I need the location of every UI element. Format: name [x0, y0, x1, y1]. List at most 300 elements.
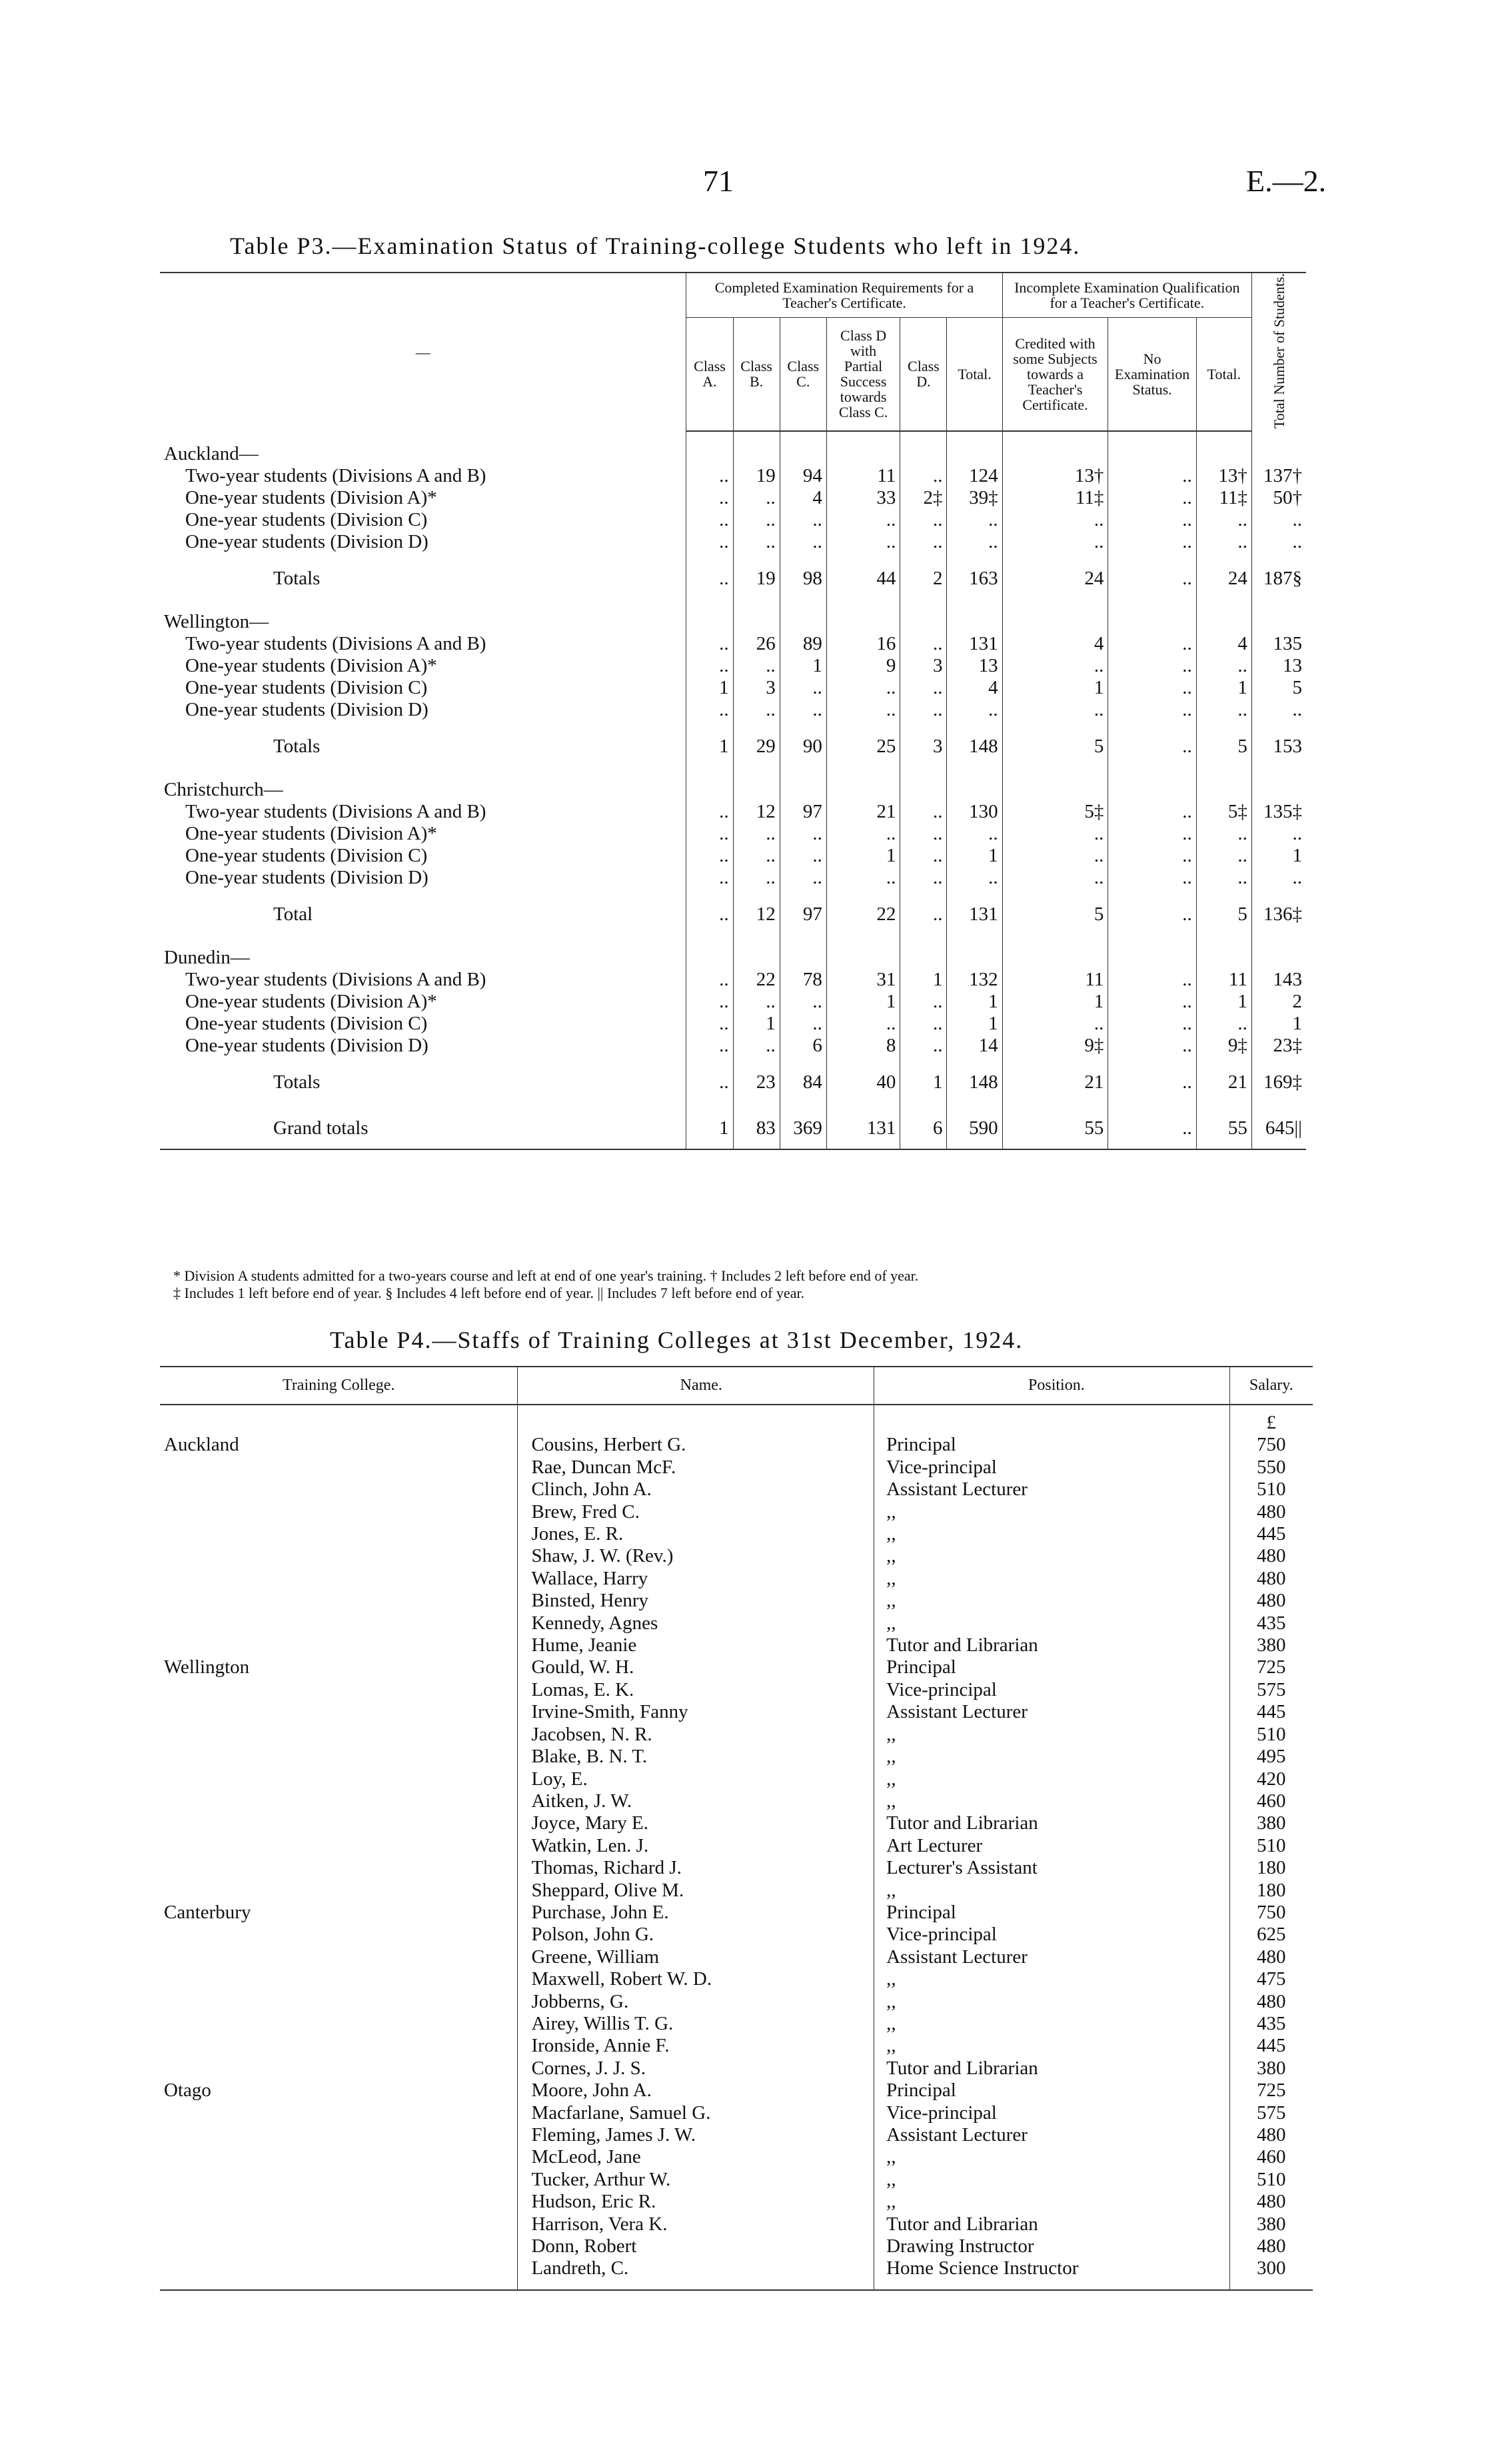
table-cell: .. [900, 991, 947, 1013]
staff-position: ,, [874, 1501, 1230, 1523]
empty-cell [686, 599, 733, 633]
table-cell: .. [780, 531, 826, 553]
staff-name: Gould, W. H. [518, 1656, 874, 1678]
college-cell [160, 2235, 518, 2257]
table-cell: .. [686, 1013, 733, 1035]
table-cell: 12 [733, 801, 780, 823]
staff-row [160, 1768, 1313, 1790]
staff-salary: 510 [1229, 1479, 1313, 1501]
table-cell: .. [1108, 1013, 1196, 1035]
staff-position: ,, [874, 1746, 1230, 1768]
staff-row [160, 2257, 1313, 2289]
staff-salary: 480 [1229, 1545, 1313, 1567]
totals-row [160, 721, 1306, 767]
staff-salary: 510 [1229, 2169, 1313, 2191]
table-cell: 5 [1251, 677, 1306, 699]
header-training-college: Training College. [160, 1367, 518, 1405]
staff-position: Principal [874, 1434, 1230, 1456]
college-cell [160, 1590, 518, 1612]
footnote-line: * Division A students admitted for a two-years course and left at end of one year's training. † Includes 2 left before end of year. [173, 1267, 919, 1284]
college-cell [160, 1545, 518, 1567]
staff-salary: 435 [1229, 1612, 1313, 1634]
staff-position: ,, [874, 1612, 1230, 1634]
staff-name: Thomas, Richard J. [518, 1857, 874, 1879]
table-cell: 6 [780, 1035, 826, 1057]
table-cell: 1 [947, 845, 1002, 867]
table-cell: 1 [1002, 991, 1108, 1013]
staff-position: ,, [874, 1568, 1230, 1590]
staff-salary: 475 [1229, 1968, 1313, 1990]
currency-symbol: £ [1229, 1405, 1313, 1434]
empty-cell [1002, 431, 1108, 465]
table-cell: 1 [1196, 991, 1251, 1013]
totals-row [160, 1057, 1306, 1103]
table-cell: .. [780, 677, 826, 699]
staff-name: Binsted, Henry [518, 1590, 874, 1612]
section-name: Dunedin— [164, 947, 250, 969]
staff-row [160, 1902, 1313, 1924]
table-cell: .. [826, 699, 900, 721]
table-cell: .. [1108, 465, 1196, 487]
staff-name: Jacobsen, N. R. [518, 1724, 874, 1746]
staff-row [160, 1457, 1313, 1479]
total-cell: 19 [733, 553, 780, 599]
staff-salary: 480 [1229, 1501, 1313, 1523]
staff-salary: 380 [1229, 2213, 1313, 2235]
table-p4-body [160, 1405, 1313, 2290]
table-p3 [160, 272, 1306, 1150]
empty-cell [686, 431, 733, 465]
grand-total-cell: 6 [900, 1103, 947, 1149]
table-cell: .. [733, 509, 780, 531]
staff-name: Fleming, James J. W. [518, 2124, 874, 2146]
table-cell: 11 [826, 465, 900, 487]
staff-position: Assistant Lecturer [874, 1946, 1230, 1968]
table-cell: .. [780, 1013, 826, 1035]
empty-cell [947, 599, 1002, 633]
staff-row [160, 2124, 1313, 2146]
staff-salary: 480 [1229, 2235, 1313, 2257]
staff-position: Vice-principal [874, 2102, 1230, 2124]
table-cell: .. [900, 677, 947, 699]
table-cell: 1 [947, 991, 1002, 1013]
total-cell: 24 [1002, 553, 1108, 599]
empty-cell [826, 767, 900, 801]
total-cell: 84 [780, 1057, 826, 1103]
staff-name: Joyce, Mary E. [518, 1812, 874, 1834]
total-cell: 5 [1002, 721, 1108, 767]
college-cell [160, 1946, 518, 1968]
college-cell [160, 1857, 518, 1879]
staff-name: Donn, Robert [518, 2235, 874, 2257]
table-cell: 31 [826, 969, 900, 991]
staff-position: ,, [874, 2013, 1230, 2035]
table-cell: .. [1196, 867, 1251, 889]
table-cell: 135‡ [1251, 801, 1306, 823]
table-cell: .. [733, 487, 780, 509]
staff-name: Blake, B. N. T. [518, 1746, 874, 1768]
table-cell: .. [900, 801, 947, 823]
staff-position: Vice-principal [874, 1679, 1230, 1701]
table-cell: .. [1108, 633, 1196, 655]
table-cell: .. [1108, 845, 1196, 867]
table-cell: 11 [1002, 969, 1108, 991]
table-cell: .. [947, 531, 1002, 553]
table-cell: 1 [1196, 677, 1251, 699]
college-cell [160, 1479, 518, 1501]
table-cell: .. [733, 655, 780, 677]
table-cell: .. [900, 867, 947, 889]
staff-row [160, 1568, 1313, 1590]
college-cell [160, 1924, 518, 1946]
total-cell: 98 [780, 553, 826, 599]
college-cell [160, 2169, 518, 2191]
header-incomplete-group: Incomplete Examination Qualification for a Teacher's Certificate. [1002, 273, 1251, 317]
total-cell: 148 [947, 721, 1002, 767]
table-cell: 137† [1251, 465, 1306, 487]
table-cell: .. [1251, 699, 1306, 721]
row-label: Two-year students (Divisions A and B) [185, 633, 486, 655]
staff-name: Aitken, J. W. [518, 1790, 874, 1812]
staff-salary: 575 [1229, 1679, 1313, 1701]
table-cell: .. [1108, 487, 1196, 509]
total-cell: 131 [947, 889, 1002, 935]
staff-salary: 460 [1229, 1790, 1313, 1812]
table-cell: 50† [1251, 487, 1306, 509]
grand-total-cell: 55 [1196, 1103, 1251, 1149]
table-cell: .. [733, 867, 780, 889]
table-cell: 11‡ [1196, 487, 1251, 509]
row-label: One-year students (Division D) [185, 531, 428, 553]
staff-name: Moore, John A. [518, 2080, 874, 2102]
staff-row [160, 2191, 1313, 2213]
empty-cell [900, 599, 947, 633]
table-cell: 14 [947, 1035, 1002, 1057]
staff-row [160, 1523, 1313, 1545]
empty-cell [518, 1405, 874, 1434]
college-cell [160, 1790, 518, 1812]
total-cell: 29 [733, 721, 780, 767]
totals-row [160, 553, 1306, 599]
table-cell: .. [1002, 823, 1108, 845]
table-cell: 33 [826, 487, 900, 509]
staff-name: Maxwell, Robert W. D. [518, 1968, 874, 1990]
table-cell: 4 [1196, 633, 1251, 655]
staff-position: ,, [874, 2146, 1230, 2168]
table-cell: .. [1196, 1013, 1251, 1035]
row-label: One-year students (Division D) [185, 867, 428, 889]
college-cell [160, 1501, 518, 1523]
staff-position: Assistant Lecturer [874, 2124, 1230, 2146]
staff-name: Sheppard, Olive M. [518, 1880, 874, 1902]
table-cell: 26 [733, 633, 780, 655]
empty-cell [1251, 599, 1306, 633]
staff-name: Watkin, Len. J. [518, 1835, 874, 1857]
staff-position: Principal [874, 1656, 1230, 1678]
table-cell: 131 [947, 633, 1002, 655]
staff-position: ,, [874, 1545, 1230, 1567]
currency-row [160, 1405, 1313, 1434]
empty-cell [1196, 935, 1251, 969]
staff-row [160, 2169, 1313, 2191]
staff-position: ,, [874, 1590, 1230, 1612]
table-cell: .. [1251, 823, 1306, 845]
totals-label: Totals [273, 1071, 321, 1093]
staff-name: Kennedy, Agnes [518, 1612, 874, 1634]
table-cell: .. [733, 845, 780, 867]
staff-position: Tutor and Librarian [874, 2213, 1230, 2235]
total-cell: .. [686, 889, 733, 935]
table-cell: 143 [1251, 969, 1306, 991]
staff-salary: 480 [1229, 1590, 1313, 1612]
staff-position: ,, [874, 1880, 1230, 1902]
total-cell: 2 [900, 553, 947, 599]
grand-total-cell: 131 [826, 1103, 900, 1149]
college-cell [160, 2213, 518, 2235]
section-header-row [160, 599, 1306, 633]
table-row [160, 823, 1306, 845]
table-cell: .. [1002, 699, 1108, 721]
empty-cell [1196, 431, 1251, 465]
table-cell: .. [900, 509, 947, 531]
table-p3-footnotes [173, 1267, 1319, 1302]
college-cell [160, 1634, 518, 1656]
staff-row [160, 2146, 1313, 2168]
college-cell [160, 1612, 518, 1634]
footnote-line: ‡ Includes 1 left before end of year. § Includes 4 left before end of year. || Includes 7 left before end of year. [173, 1285, 805, 1301]
grand-total-cell: 1 [686, 1103, 733, 1149]
table-cell: 9‡ [1196, 1035, 1251, 1057]
table-row [160, 1013, 1306, 1035]
table-cell: 5‡ [1196, 801, 1251, 823]
staff-row [160, 1946, 1313, 1968]
table-cell: 22 [733, 969, 780, 991]
empty-cell [947, 935, 1002, 969]
table-row [160, 801, 1306, 823]
grand-total-cell: 83 [733, 1103, 780, 1149]
staff-row [160, 1612, 1313, 1634]
row-label: Two-year students (Divisions A and B) [185, 465, 486, 487]
table-cell: .. [826, 867, 900, 889]
college-cell [160, 1991, 518, 2013]
table-cell: .. [686, 465, 733, 487]
staff-name: Greene, William [518, 1946, 874, 1968]
total-cell: 21 [1002, 1057, 1108, 1103]
table-cell: 1 [947, 1013, 1002, 1035]
table-p3-title: Table P3.—Examination Status of Training-college Students who left in 1924. [230, 233, 1081, 259]
header-class-d-partial: Class D with Partial Success towards Class C. [826, 317, 900, 431]
staff-position: Tutor and Librarian [874, 2058, 1230, 2080]
staff-salary: 480 [1229, 1991, 1313, 2013]
staff-row [160, 1679, 1313, 1701]
total-cell: 5 [1196, 721, 1251, 767]
staff-name: Rae, Duncan McF. [518, 1457, 874, 1479]
header-class-d: Class D. [900, 317, 947, 431]
table-cell: .. [826, 823, 900, 845]
staff-salary: 750 [1229, 1434, 1313, 1456]
table-cell: 1 [1251, 1013, 1306, 1035]
table-cell: 1 [826, 991, 900, 1013]
total-cell: 163 [947, 553, 1002, 599]
college-cell [160, 2257, 518, 2289]
table-cell: 13† [1196, 465, 1251, 487]
row-label: One-year students (Division D) [185, 699, 428, 721]
staff-salary: 445 [1229, 1701, 1313, 1723]
total-cell: 90 [780, 721, 826, 767]
staff-name: Tucker, Arthur W. [518, 2169, 874, 2191]
college-cell [160, 1457, 518, 1479]
total-cell: 5 [1196, 889, 1251, 935]
empty-cell [733, 935, 780, 969]
staff-row [160, 1501, 1313, 1523]
table-cell: 3 [733, 677, 780, 699]
total-cell: 1 [900, 1057, 947, 1103]
college-cell [160, 1523, 518, 1545]
table-row [160, 531, 1306, 553]
empty-cell [1108, 599, 1196, 633]
staff-position: ,, [874, 1768, 1230, 1790]
table-cell: .. [900, 1035, 947, 1057]
table-row [160, 969, 1306, 991]
table-cell: 13† [1002, 465, 1108, 487]
total-cell: .. [686, 553, 733, 599]
empty-cell [1196, 767, 1251, 801]
college-cell [160, 2102, 518, 2124]
total-cell: 3 [900, 721, 947, 767]
section-header-row [160, 767, 1306, 801]
staff-salary: 725 [1229, 1656, 1313, 1678]
table-cell: 19 [733, 465, 780, 487]
grand-total-cell: 645|| [1251, 1103, 1306, 1149]
table-cell: .. [947, 867, 1002, 889]
table-cell: 4 [947, 677, 1002, 699]
table-cell: .. [1196, 699, 1251, 721]
staff-name: Clinch, John A. [518, 1479, 874, 1501]
staff-position: Assistant Lecturer [874, 1701, 1230, 1723]
table-cell: 13 [947, 655, 1002, 677]
staff-salary: 480 [1229, 2124, 1313, 2146]
grand-total-cell: 55 [1002, 1103, 1108, 1149]
table-cell: .. [900, 699, 947, 721]
table-cell: 1 [733, 1013, 780, 1035]
staff-position: Vice-principal [874, 1457, 1230, 1479]
staff-salary: 725 [1229, 2080, 1313, 2102]
college-cell [160, 2080, 518, 2102]
staff-salary: 420 [1229, 1768, 1313, 1790]
table-cell: 13 [1251, 655, 1306, 677]
table-row [160, 487, 1306, 509]
empty-cell [686, 767, 733, 801]
staff-position: ,, [874, 1724, 1230, 1746]
staff-salary: 510 [1229, 1724, 1313, 1746]
grand-total-cell: 369 [780, 1103, 826, 1149]
college-cell [160, 1835, 518, 1857]
table-p4-title: Table P4.—Staffs of Training Colleges at 31st December, 1924. [330, 1327, 1024, 1353]
staff-name: Purchase, John E. [518, 1902, 874, 1924]
empty-cell [947, 767, 1002, 801]
staff-row [160, 1991, 1313, 2013]
empty-cell [826, 599, 900, 633]
table-cell: .. [686, 633, 733, 655]
empty-cell [1251, 431, 1306, 465]
table-cell: 23‡ [1251, 1035, 1306, 1057]
table-cell: .. [1108, 801, 1196, 823]
staff-position: ,, [874, 1523, 1230, 1545]
staff-name: Macfarlane, Samuel G. [518, 2102, 874, 2124]
table-row [160, 633, 1306, 655]
total-cell: 24 [1196, 553, 1251, 599]
table-cell: .. [1196, 655, 1251, 677]
staff-position: ,, [874, 2169, 1230, 2191]
total-cell: 136‡ [1251, 889, 1306, 935]
grand-totals-label: Grand totals [160, 1103, 686, 1149]
college-name: Canterbury [164, 1901, 251, 1923]
staff-position: Art Lecturer [874, 1835, 1230, 1857]
table-row [160, 699, 1306, 721]
table-cell: 130 [947, 801, 1002, 823]
table-cell: .. [1108, 655, 1196, 677]
staff-position: Lecturer's Assistant [874, 1857, 1230, 1879]
empty-cell [1108, 767, 1196, 801]
staff-name: Polson, John G. [518, 1924, 874, 1946]
total-cell: .. [686, 1057, 733, 1103]
table-cell: .. [1251, 867, 1306, 889]
table-cell: .. [1108, 699, 1196, 721]
table-cell: 11 [1196, 969, 1251, 991]
table-cell: .. [1108, 823, 1196, 845]
empty-cell [160, 1405, 518, 1434]
table-cell: 2 [1251, 991, 1306, 1013]
staff-row [160, 1746, 1313, 1768]
staff-position: ,, [874, 1991, 1230, 2013]
empty-cell [900, 767, 947, 801]
staff-row [160, 1479, 1313, 1501]
empty-cell [1002, 767, 1108, 801]
college-cell [160, 1679, 518, 1701]
staff-position: Tutor and Librarian [874, 1634, 1230, 1656]
section-name: Auckland— [164, 443, 259, 465]
section-name: Christchurch— [164, 779, 283, 801]
table-cell: .. [1108, 531, 1196, 553]
table-cell: 1 [1002, 677, 1108, 699]
header-completed-group: Completed Examination Requirements for a Teacher's Certificate. [686, 273, 1002, 317]
row-label: One-year students (Division A)* [185, 823, 437, 845]
staff-salary: 445 [1229, 2035, 1313, 2057]
college-cell [160, 1968, 518, 1990]
empty-cell [1251, 935, 1306, 969]
total-cell: .. [1108, 889, 1196, 935]
staff-row [160, 2080, 1313, 2102]
table-row [160, 991, 1306, 1013]
staff-row [160, 1857, 1313, 1879]
table-row [160, 677, 1306, 699]
staff-salary: 750 [1229, 1902, 1313, 1924]
staff-row [160, 1924, 1313, 1946]
table-cell: .. [733, 823, 780, 845]
table-cell: .. [826, 1013, 900, 1035]
header-class-c: Class C. [780, 317, 826, 431]
table-cell: 9‡ [1002, 1035, 1108, 1057]
totals-label: Totals [273, 736, 321, 758]
table-cell: 1 [1251, 845, 1306, 867]
header-name: Name. [518, 1367, 874, 1405]
staff-salary: 625 [1229, 1924, 1313, 1946]
table-cell: .. [826, 531, 900, 553]
table-cell: .. [1002, 531, 1108, 553]
staff-salary: 435 [1229, 2013, 1313, 2035]
empty-cell [1108, 935, 1196, 969]
staff-row [160, 1634, 1313, 1656]
